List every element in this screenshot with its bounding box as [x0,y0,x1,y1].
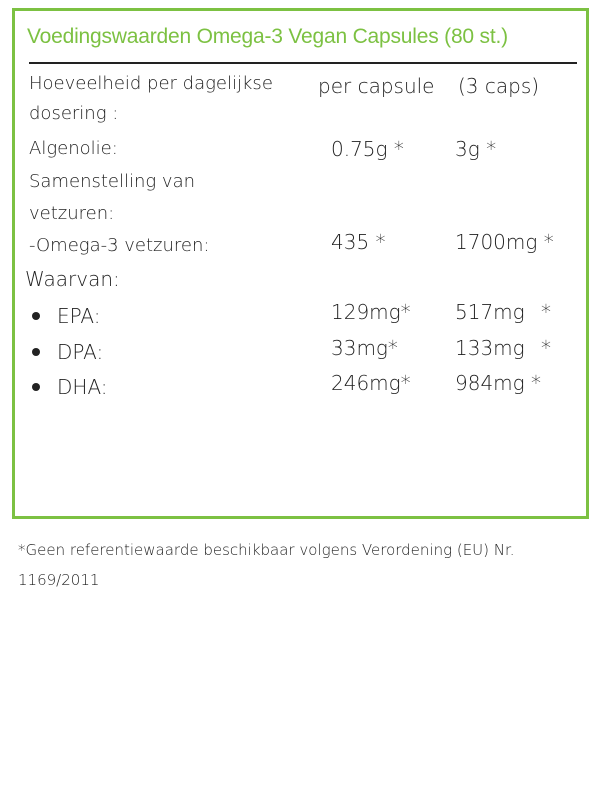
footnote: *Geen referentiewaarde beschikbaar volgens Verordening (EU) Nr. 1169/2011 [18,541,515,589]
row-omega3-capsule: 435 * [331,230,386,254]
nutrition-panel [12,8,589,519]
row-dha-capsule: 246mg* [331,371,411,395]
bullet-icon [32,383,40,391]
row-omega3-daily: 1700mg * [455,230,554,254]
row-epa-daily-star: * [541,300,551,324]
row-dpa-capsule: 33mg* [331,336,398,360]
row-epa-capsule: 129mg* [331,300,411,324]
row-samenstelling-line1: Samenstelling van [29,171,196,192]
row-waarvan-label: Waarvan: [25,267,120,291]
row-dpa-daily-star: * [541,336,551,360]
bullet-icon [32,312,40,320]
column-per-capsule: per capsule [318,74,435,98]
title-divider [29,62,577,64]
row-epa-label: EPA: [57,304,101,328]
header-label-line2: dosering : [29,103,119,124]
row-epa-daily: 517mg [455,300,525,324]
column-daily: (3 caps) [458,74,540,98]
row-dpa-daily: 133mg [455,336,525,360]
row-algenolie-daily: 3g * [455,137,497,161]
row-dha-daily: 984mg * [455,371,542,395]
row-omega3-label: -Omega-3 vetzuren: [29,235,210,256]
row-algenolie-capsule: 0.75g * [331,137,404,161]
row-samenstelling-line2: vetzuren: [29,203,115,224]
panel-title: Voedingswaarden Omega-3 Vegan Capsules (80 st.) [27,25,508,48]
header-label-line1: Hoeveelheid per dagelijkse [29,73,273,94]
bullet-icon [32,348,40,356]
row-dpa-label: DPA: [57,340,104,364]
row-algenolie-label: Algenolie: [29,138,118,159]
row-dha-label: DHA: [57,375,108,399]
